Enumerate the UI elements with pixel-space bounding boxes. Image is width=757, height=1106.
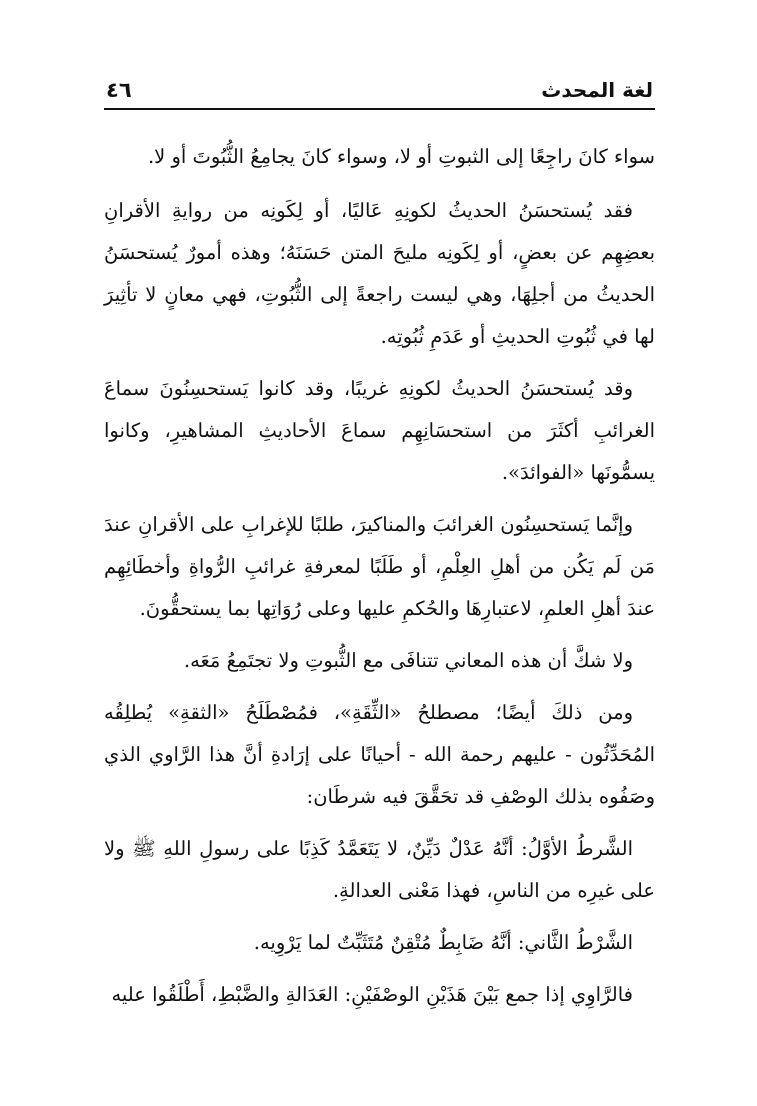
paragraph: ومن ذلكَ أيضًا؛ مصطلحُ «الثِّقَةِ»، فمُصْطَلَحُ «الثقةِ» يُطلِقُه المُحَدِّثُون - عليهم رحمة الله - أحيانًا على إرَادةِ أنَّ هذا الرَّاوي الذي وصَفُوه بذلك الوصْفِ قد تحَقَّقَ فيه شرطَان: [104, 701, 655, 808]
page-number: ٤٦ [106, 78, 132, 102]
paragraph: سواء كانَ راجِعًا إلى الثبوتِ أو لا، وسواء كانَ يجامِعُ الثُّبُوتَ أو لا. [147, 145, 655, 168]
running-title: لغة المحدث [541, 78, 653, 102]
paragraph: وقد يُستحسَنُ الحديثُ لكونِهِ غريبًا، وقد كانوا يَستحسِنُونَ سماعَ الغرائبِ أكثَرَ من استحسَانِهِم سماعَ الأحاديثِ المشاهيرِ، وكانوا يسمُّونَها «الفوائدَ». [104, 377, 655, 484]
paragraph: ولا شكَّ أن هذه المعاني تتنافَى مع الثُّبوتِ ولا تجتَمِعُ مَعَه. [183, 649, 633, 672]
paragraph: فالرَّاوِي إذا جمع بَيْنَ هَذَيْنِ الوصْفَيْنِ: العَدَالةِ والضَّبْطِ، أَطْلَقُوا عليه [111, 983, 633, 1006]
paragraph: الشَّرطُ الأوَّلُ: أنَّهُ عَدْلٌ دَيِّنٌ، لا يَتَعَمَّدُ كَذِبًا على رسولِ اللهِ ﷺ ولا على غيرِه من الناسِ، فهذا مَعْنى العدالةِ. [104, 837, 655, 902]
paragraph: فقد يُستحسَنُ الحديثُ لكونِهِ عَاليًا، أو لِكَونِه من روايةِ الأقرانِ بعضِهِم عن بعضٍ، أو لِكَونِه مليحَ المتن حَسَنَهُ؛ وهذه أمورٌ يُستحسَنُ الحديثُ من أجلِهَا، وهي ليست راجعةً إلى الثُّبُوتِ، فهي معانٍ لا تأثِيرَ لها في ثُبُوتِ الحديثِ أو عَدَمِ ثُبُوتِه. [104, 199, 655, 348]
paragraph: وإنَّما يَستحسِنُون الغرائبَ والمناكيرَ، طلبًا للإغرابِ على الأقرانِ عندَ مَن لَم يَكُن من أهلِ العِلْمِ، أو طَلَبًا لمعرفةِ غرائبِ الرُّواةِ وأخطَائِهِم عندَ أهلِ العلمِ، لاعتبارِهَا والحُكمِ عليها وعلى رُوَاتِها بما يستحقُّونَ. [104, 513, 655, 620]
header-rule [104, 108, 655, 110]
body-text [104, 136, 655, 1026]
paragraph: الشَّرْطُ الثَّاني: أنَّهُ ضَابِطٌ مُتْقِنٌ مُتَثَبِّتٌ لما يَرْوِيه. [253, 931, 633, 954]
page-header [106, 62, 653, 102]
